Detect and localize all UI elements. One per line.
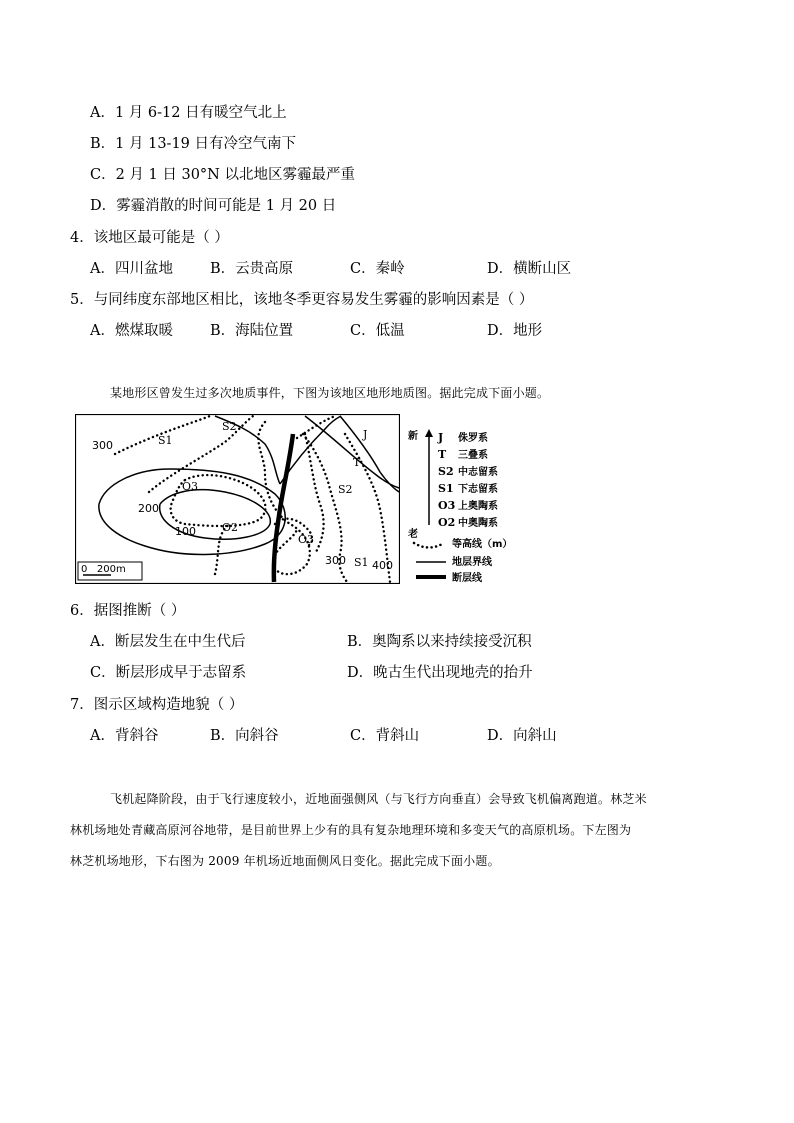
stratum-label: S2	[338, 483, 353, 496]
stratum-label: O3	[298, 533, 315, 546]
q7-option-b: B．向斜谷	[210, 728, 279, 744]
geologic-map	[75, 414, 400, 584]
material-2: 某地形区曾发生过多次地质事件，下图为该地区地形地质图。据此完成下面小题。	[110, 386, 550, 400]
q6-option-d: D．晚古生代出现地壳的抬升	[347, 665, 533, 681]
stratum-label: J	[363, 428, 368, 441]
q7-stem: 7．图示区域构造地貌（ ）	[70, 697, 244, 713]
legend-name: 上奥陶系	[458, 501, 498, 512]
q6-option-b: B．奥陶系以来持续接受沉积	[347, 634, 532, 650]
legend-name: 下志留系	[458, 484, 498, 495]
q5-option-a: A．燃煤取暖	[90, 323, 173, 339]
stratum-label: S2	[222, 420, 237, 433]
legend-boundary-label: 地层界线	[452, 557, 492, 568]
legend-name: 中奥陶系	[458, 518, 498, 529]
contour-label: 300	[325, 554, 346, 567]
q7-option-d: D．向斜山	[487, 728, 557, 744]
stratum-label: O3	[182, 480, 199, 493]
q5-option-b: B．海陆位置	[210, 323, 294, 339]
legend-name: 侏罗系	[458, 433, 488, 444]
stratum-label: O2	[222, 521, 239, 534]
material-3-line-2: 林机场地处青藏高原河谷地带，是目前世界上少有的具有复杂地理环境和多变天气的高原机场。下左图为	[70, 823, 632, 837]
q3-option-b: B．1 月 13-19 日有冷空气南下	[90, 136, 297, 152]
map-frame	[76, 415, 400, 584]
q4-option-c: C．秦岭	[350, 261, 405, 277]
legend-new-label: 新	[408, 431, 418, 442]
q6-stem: 6．据图推断（ ）	[70, 603, 186, 619]
legend-contour-label: 等高线（m）	[452, 539, 513, 550]
contour-label: 400	[372, 559, 393, 572]
q4-option-a: A．四川盆地	[90, 261, 173, 277]
material-3-line-3: 林芝机场地形，下右图为 2009 年机场近地面侧风日变化。据此完成下面小题。	[70, 854, 500, 868]
scale-label: 0 200m	[81, 564, 126, 575]
legend-fault-label: 断层线	[452, 573, 482, 584]
q6-options-row1	[90, 632, 690, 652]
legend-symbol: J	[438, 431, 444, 444]
legend-contour-symbol	[414, 543, 444, 548]
stratum-label: S1	[158, 434, 173, 447]
q5-option-c: C．低温	[350, 323, 405, 339]
q3-option-d: D．雾霾消散的时间可能是 1 月 20 日	[90, 198, 337, 214]
contour-label: 300	[92, 439, 113, 452]
stratum-label: S1	[354, 556, 369, 569]
map-legend	[406, 425, 546, 587]
q4-stem: 4．该地区最可能是（ ）	[70, 230, 229, 246]
q3-option-a: A．1 月 6-12 日有暖空气北上	[90, 105, 287, 121]
material-3-line-1: 飞机起降阶段，由于飞行速度较小，近地面强侧风（与飞行方向垂直）会导致飞机偏离跑道。林芝米	[110, 792, 647, 806]
q7-option-c: C．背斜山	[350, 728, 420, 744]
stratum-label: T	[353, 456, 361, 469]
legend-symbol: S1	[438, 482, 454, 495]
q6-option-a: A．断层发生在中生代后	[90, 634, 246, 650]
q5-stem: 5．与同纬度东部地区相比，该地冬季更容易发生雾霾的影响因素是（ ）	[70, 292, 534, 308]
legend-symbol: S2	[438, 465, 454, 478]
q7-option-a: A．背斜谷	[90, 728, 159, 744]
legend-symbol: O3	[438, 499, 456, 512]
q5-option-d: D．地形	[487, 323, 543, 339]
q4-option-d: D．横断山区	[487, 261, 572, 277]
q4-option-b: B．云贵高原	[210, 261, 294, 277]
legend-old-label: 老	[408, 529, 418, 540]
arrow-up-icon	[425, 429, 433, 437]
legend-symbol: O2	[438, 516, 456, 529]
q6-option-c: C．断层形成早于志留系	[90, 665, 247, 681]
contour-label: 100	[175, 525, 196, 538]
legend-symbol: T	[438, 448, 447, 461]
contour-label: 200	[138, 502, 159, 515]
q6-options-row2	[90, 663, 690, 683]
legend-name: 中志留系	[458, 467, 498, 478]
legend-name: 三叠系	[458, 450, 488, 461]
q3-option-c: C．2 月 1 日 30°N 以北地区雾霾最严重	[90, 167, 355, 183]
